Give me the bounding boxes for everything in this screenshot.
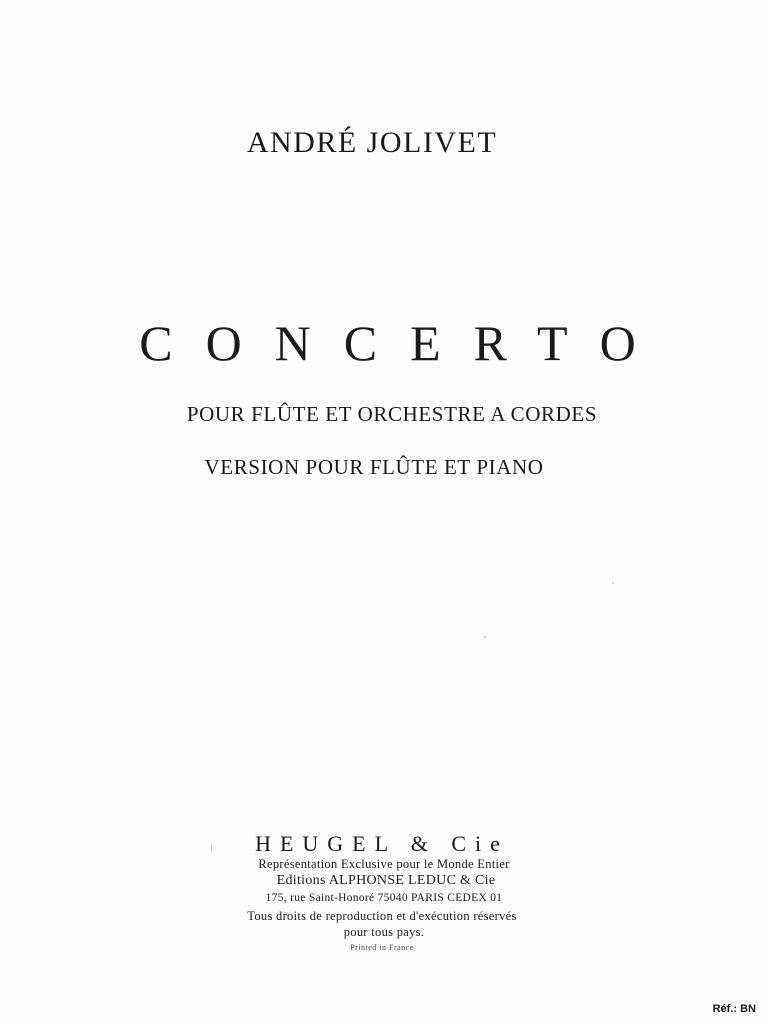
paper-speck bbox=[484, 636, 486, 638]
publisher-name: HEUGEL & Cie bbox=[255, 831, 509, 856]
composer-name: ANDRÉ JOLIVET bbox=[246, 126, 498, 159]
printed-in-line: Printed in France bbox=[350, 943, 414, 952]
rights-line: Tous droits de reproduction et d'exécution réservés bbox=[247, 909, 517, 923]
work-title: CONCERTO bbox=[139, 315, 669, 371]
countries-line: pour tous pays. bbox=[343, 925, 425, 939]
work-subtitle: POUR FLÛTE ET ORCHESTRE A CORDES bbox=[186, 402, 598, 426]
paper-speck bbox=[211, 844, 212, 852]
editions-line: Editions ALPHONSE LEDUC & Cie bbox=[276, 873, 496, 888]
version-note: VERSION POUR FLÛTE ET PIANO bbox=[204, 455, 544, 479]
address-line: 175, rue Saint-Honoré 75040 PARIS CEDEX 01 bbox=[265, 892, 503, 904]
reference-code: Réf.: BN bbox=[712, 1003, 756, 1015]
representation-line: Représentation Exclusive pour le Monde Entier bbox=[258, 857, 510, 871]
paper-speck bbox=[612, 582, 614, 584]
